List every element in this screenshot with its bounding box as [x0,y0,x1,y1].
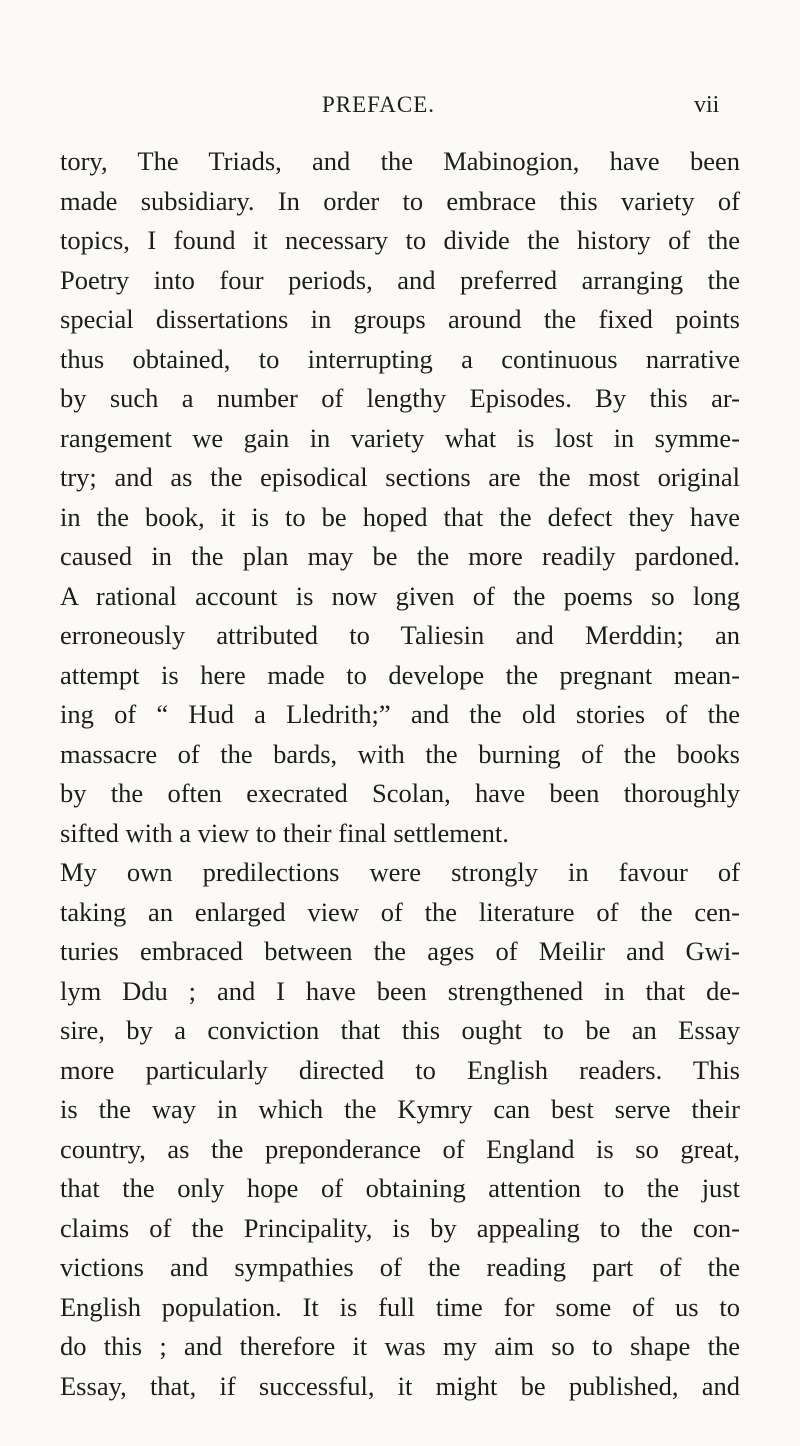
text-line: by the often execrated Scolan, have been thoroughly [60,778,740,808]
text-line: tory, The Triads, and the Mabinogion, have been [60,146,740,176]
text-line: lym Ddu ; and I have been strengthened in that de- [60,975,740,1006]
text-line: by such a number of lengthy Episodes. By this ar- [60,383,740,413]
text-line: do this ; and therefore it was my aim so to shape the [60,1331,740,1361]
text-line: country, as the preponderance of England is so great, [60,1133,740,1164]
text-line: claims of the Principality, is by appealing to the con- [60,1212,740,1243]
text-line: sire, by a conviction that this ought to be an Essay [60,1015,740,1045]
text-line: is the way in which the Kymry can best serve their [60,1094,740,1124]
text-line: victions and sympathies of the reading part of the [60,1252,740,1282]
text-line: erroneously attributed to Taliesin and Merddin; an [60,620,740,650]
text-line: ing of “ Hud a Lledrith;” and the old stories of the [60,699,740,729]
text-line: caused in the plan may be the more readily pardoned. [60,541,740,571]
text-line: My own predilections were strongly in favour of [60,857,740,887]
text-line: turies embraced between the ages of Meilir and Gwi- [60,936,740,966]
text-line: special dissertations in groups around the fixed points [60,304,740,334]
text-line: that the only hope of obtaining attention to the just [60,1173,740,1203]
text-line: topics, I found it necessary to divide the history of the [60,225,740,255]
text-line: try; and as the episodical sections are the most original [60,462,740,492]
running-head [0,92,800,126]
text-line: attempt is here made to develope the pregnant mean- [60,659,740,690]
text-line: taking an enlarged view of the literature of the cen- [60,896,740,927]
text-line: more particularly directed to English readers. This [60,1054,740,1085]
body-text [60,142,740,1406]
text-line: in the book, it is to be hoped that the defect they have [60,501,740,532]
text-line: made subsidiary. In order to embrace this variety of [60,185,740,216]
text-line: English population. It is full time for some of us to [60,1291,740,1322]
text-line: Poetry into four periods, and preferred arranging the [60,264,740,295]
text-line: Essay, that, if successful, it might be published, and [60,1370,740,1401]
text-line: sifted with a view to their final settlement. [60,817,509,848]
page-number: vii [694,92,720,118]
text-line: A rational account is now given of the poems so long [60,580,740,611]
text-line: thus obtained, to interrupting a continuous narrative [60,343,740,374]
running-title: PREFACE. [322,92,436,117]
text-line: rangement we gain in variety what is lost in symme- [60,422,740,453]
text-line: massacre of the bards, with the burning of the books [60,738,740,769]
